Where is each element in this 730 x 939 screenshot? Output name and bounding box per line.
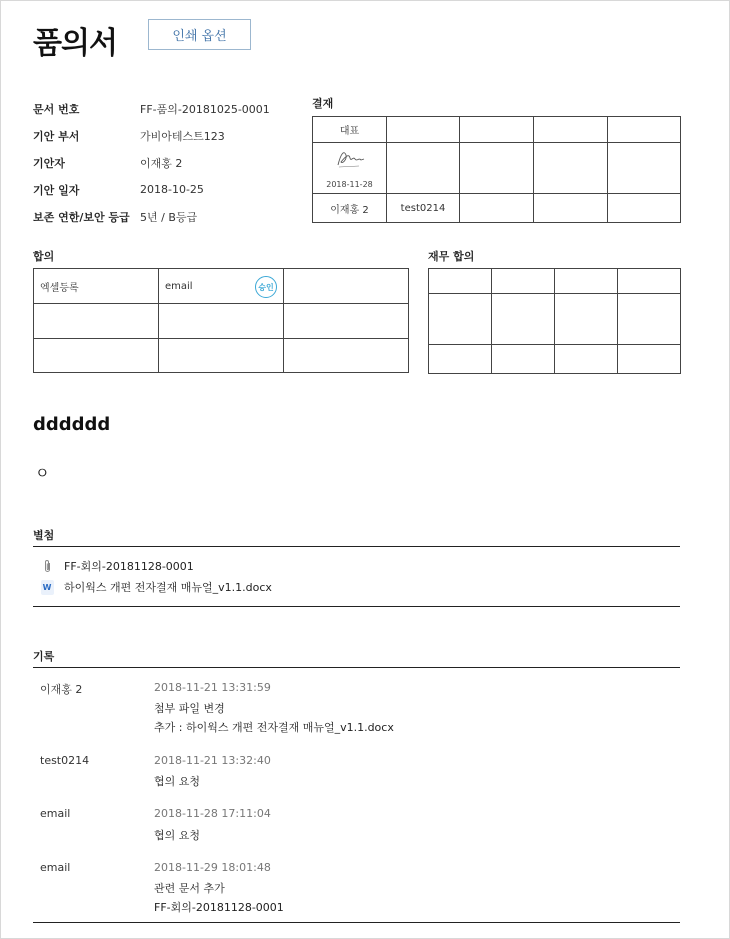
approver-name: test0214 <box>387 194 460 223</box>
attachment-item[interactable] <box>40 579 272 595</box>
agreement-empty-cell <box>34 339 159 373</box>
signature-image <box>335 147 367 171</box>
info-row-drafter <box>33 149 270 176</box>
info-row-doc-number <box>33 95 270 122</box>
approval-signature-cell <box>313 143 387 194</box>
approval-empty-cell <box>608 143 681 194</box>
history-text: 추가 : 하이웍스 개편 전자결재 매뉴얼_v1.1.docx <box>154 721 394 734</box>
history-time: 2018-11-28 17:11:04 <box>154 807 271 820</box>
history-user: email <box>40 861 71 874</box>
approval-empty-cell <box>387 117 460 143</box>
approval-empty-cell <box>387 143 460 194</box>
print-option-button[interactable]: 인쇄 옵션 <box>148 19 251 50</box>
info-value: 2018-10-25 <box>140 183 204 196</box>
history-text: FF-회의-20181128-0001 <box>154 901 284 914</box>
finance-agreement-table <box>428 268 681 374</box>
attachment-name: 하이웍스 개편 전자결재 매뉴얼_v1.1.docx <box>64 581 272 594</box>
approval-empty-cell <box>460 117 534 143</box>
history-text: 협의 요청 <box>154 829 201 842</box>
info-label: 기안 부서 <box>33 129 80 143</box>
history-user: 이재홍 2 <box>40 683 83 696</box>
paperclip-icon <box>40 559 54 573</box>
agreement-table <box>33 268 409 373</box>
finance-empty-cell <box>429 294 492 345</box>
agreement-empty-cell <box>284 339 409 373</box>
info-row-draft-date <box>33 176 270 203</box>
finance-empty-cell <box>618 269 681 294</box>
info-label: 문서 번호 <box>33 102 80 116</box>
finance-empty-cell <box>555 345 618 374</box>
agreement-cell-email <box>159 269 284 304</box>
signature-date: 2018-11-28 <box>326 180 373 189</box>
approval-empty-cell <box>534 117 608 143</box>
history-top-divider <box>33 667 680 668</box>
info-value: FF-품의-20181025-0001 <box>140 102 270 116</box>
history-user: email <box>40 807 71 820</box>
info-value: 5년 / B등급 <box>140 210 198 224</box>
finance-empty-cell <box>618 345 681 374</box>
approval-empty-cell <box>534 143 608 194</box>
history-label: 기록 <box>33 650 55 663</box>
finance-empty-cell <box>492 345 555 374</box>
attachment-name: FF-회의-20181128-0001 <box>64 560 194 573</box>
finance-empty-cell <box>429 345 492 374</box>
approval-label: 결재 <box>312 97 334 110</box>
content-text: ㅇ <box>35 464 50 482</box>
approval-empty-cell <box>460 194 534 223</box>
approval-position: 대표 <box>313 117 387 143</box>
agreement-empty-cell <box>159 304 284 339</box>
attachment-item[interactable] <box>40 558 194 574</box>
finance-empty-cell <box>555 269 618 294</box>
history-bottom-divider <box>33 922 680 923</box>
finance-empty-cell <box>555 294 618 345</box>
info-row-department <box>33 122 270 149</box>
info-label: 기안 일자 <box>33 183 80 197</box>
agreement-label: 합의 <box>33 250 55 263</box>
content-title: dddddd <box>33 414 111 435</box>
info-value: 이재홍 2 <box>140 156 183 170</box>
document-info <box>33 95 270 230</box>
attachments-top-divider <box>33 546 680 547</box>
info-row-retention <box>33 203 270 230</box>
approval-table <box>312 116 681 223</box>
finance-empty-cell <box>618 294 681 345</box>
agreement-empty-cell <box>284 304 409 339</box>
finance-empty-cell <box>492 294 555 345</box>
info-label: 보존 연한/보안 등급 <box>33 210 130 224</box>
approval-empty-cell <box>608 117 681 143</box>
history-time: 2018-11-21 13:31:59 <box>154 681 271 694</box>
history-text: 협의 요청 <box>154 775 201 788</box>
finance-empty-cell <box>492 269 555 294</box>
approved-stamp: 승인 <box>255 276 277 298</box>
history-text: 첨부 파일 변경 <box>154 702 225 715</box>
word-file-icon: W <box>40 580 54 595</box>
info-label: 기안자 <box>33 156 65 170</box>
finance-empty-cell <box>429 269 492 294</box>
approval-empty-cell <box>534 194 608 223</box>
agreement-empty-cell <box>284 269 409 304</box>
history-text: 관련 문서 추가 <box>154 882 225 895</box>
approval-empty-cell <box>460 143 534 194</box>
finance-agreement-label: 재무 합의 <box>428 250 475 263</box>
approver-name: 이재홍 2 <box>313 194 387 223</box>
history-time: 2018-11-21 13:32:40 <box>154 754 271 767</box>
agreement-empty-cell <box>159 339 284 373</box>
attachments-label: 별첨 <box>33 529 55 542</box>
attachments-bottom-divider <box>33 606 680 607</box>
info-value: 가비아테스트123 <box>140 129 225 143</box>
agreement-cell-text: email <box>165 280 193 292</box>
page-title: 품의서 <box>33 26 117 61</box>
agreement-cell: 엑셀등록 <box>34 269 159 304</box>
agreement-empty-cell <box>34 304 159 339</box>
approval-empty-cell <box>608 194 681 223</box>
history-user: test0214 <box>40 754 90 767</box>
history-time: 2018-11-29 18:01:48 <box>154 861 271 874</box>
